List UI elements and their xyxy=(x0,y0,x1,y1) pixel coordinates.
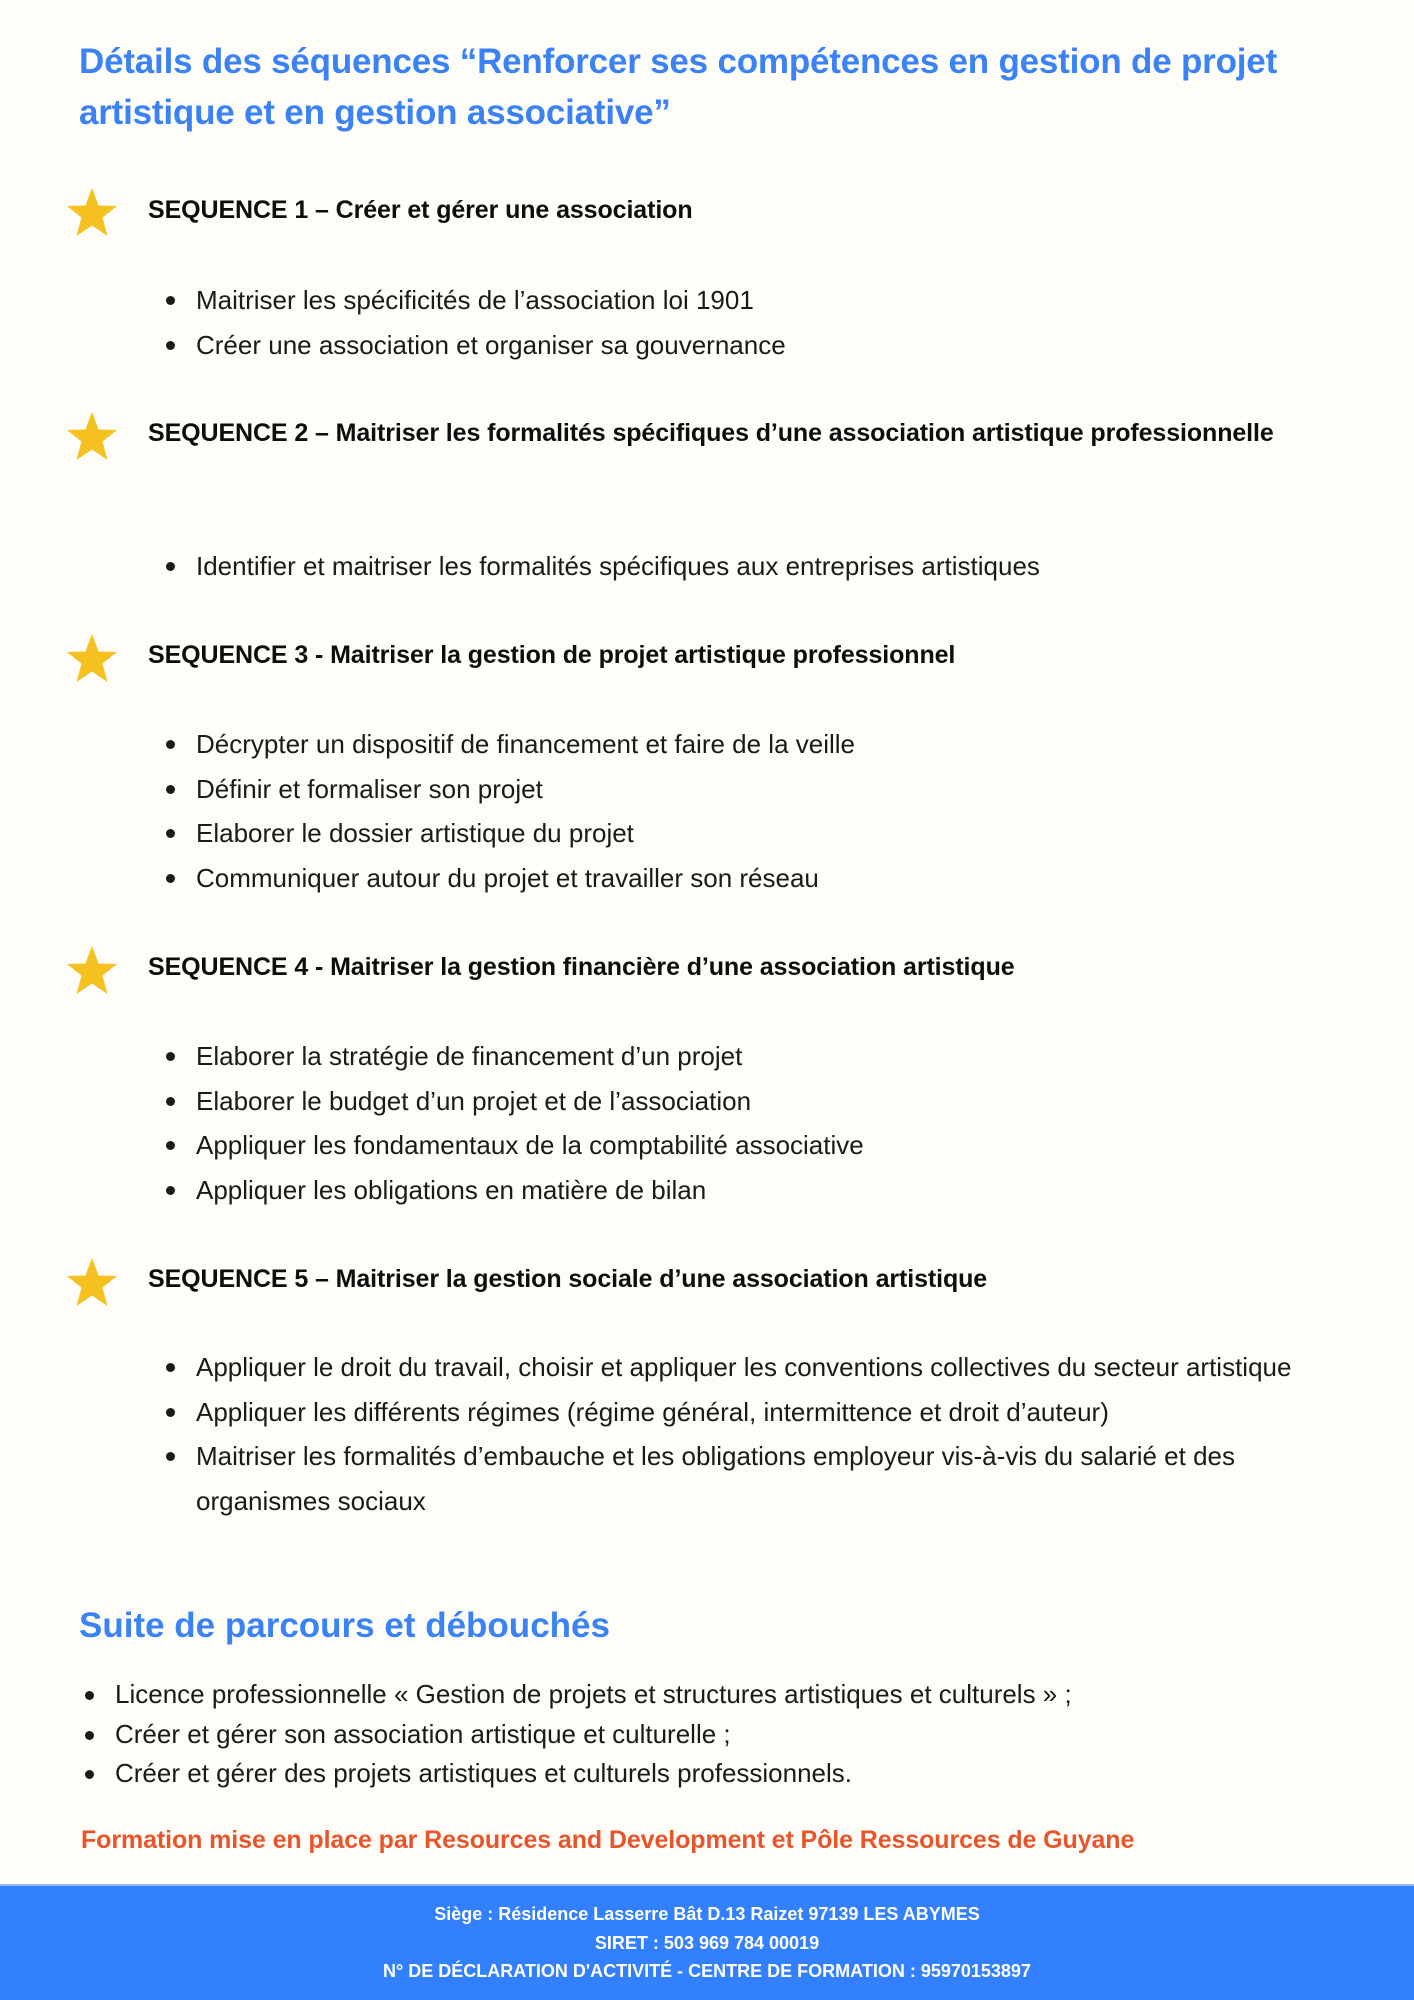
list-item: Créer et gérer son association artistique et culturelle ; xyxy=(80,1715,1360,1755)
section-title-suite: Suite de parcours et débouchés xyxy=(79,1606,610,1645)
list-item: Identifier et maitriser les formalités spécifiques aux entreprises artistiques xyxy=(160,544,1360,589)
credit-text: Formation mise en place par Resources and Development et Pôle Ressources de Guyane xyxy=(81,1826,1135,1854)
star-icon xyxy=(66,187,118,237)
list-item: Appliquer les fondamentaux de la comptabilité associative xyxy=(160,1123,1360,1168)
sequence-4-heading: SEQUENCE 4 - Maitriser la gestion financière d’une association artistique xyxy=(148,953,1015,981)
footer-declaration: N° DE DÉCLARATION D'ACTIVITÉ - CENTRE DE FORMATION : 95970153897 xyxy=(383,1961,1031,1981)
sequence-3-list xyxy=(160,722,1360,900)
list-item: Définir et formaliser son projet xyxy=(160,767,1360,812)
list-item: Communiquer autour du projet et travailler son réseau xyxy=(160,856,1360,901)
sequence-5-heading: SEQUENCE 5 – Maitriser la gestion sociale d’une association artistique xyxy=(148,1265,988,1293)
sequence-2-heading: SEQUENCE 2 – Maitriser les formalités spécifiques d’une association artistique professionnelle xyxy=(148,419,1274,447)
list-item: Elaborer la stratégie de financement d’un projet xyxy=(160,1034,1360,1079)
page-title: Détails des séquences “Renforcer ses compétences en gestion de projet artistique et en gestion associative” xyxy=(79,42,1278,132)
suite-list xyxy=(80,1675,1360,1794)
star-icon xyxy=(66,411,118,461)
star-icon xyxy=(66,945,118,995)
sequence-1-heading: SEQUENCE 1 – Créer et gérer une association xyxy=(148,196,693,224)
list-item: Appliquer le droit du travail, choisir et appliquer les conventions collectives du secteur artistique xyxy=(160,1345,1370,1390)
sequence-1-list xyxy=(160,278,1360,367)
footer-siret: SIRET : 503 969 784 00019 xyxy=(594,1932,820,1953)
list-item: Créer une association et organiser sa gouvernance xyxy=(160,323,1360,368)
list-item: Créer et gérer des projets artistiques et culturels professionnels. xyxy=(80,1754,1360,1794)
sequence-3-heading: SEQUENCE 3 - Maitriser la gestion de projet artistique professionnel xyxy=(148,641,956,669)
list-item: Elaborer le budget d’un projet et de l’association xyxy=(160,1079,1360,1124)
star-icon xyxy=(66,633,118,683)
list-item: Appliquer les obligations en matière de bilan xyxy=(160,1168,1360,1213)
list-item: Décrypter un dispositif de financement et faire de la veille xyxy=(160,722,1360,767)
list-item: Appliquer les différents régimes (régime général, intermittence et droit d’auteur) xyxy=(160,1390,1370,1435)
list-item: Maitriser les spécificités de l’association loi 1901 xyxy=(160,278,1360,323)
footer-address: Siège : Résidence Lasserre Bât D.13 Raizet 97139 LES ABYMES xyxy=(434,1904,980,1924)
star-icon xyxy=(66,1257,118,1307)
list-item: Maitriser les formalités d’embauche et les obligations employeur vis-à-vis du salarié et des organismes sociaux xyxy=(160,1434,1370,1523)
sequence-4-list xyxy=(160,1034,1360,1212)
sequence-5-list xyxy=(160,1345,1370,1523)
list-item: Licence professionnelle « Gestion de projets et structures artistiques et culturels » ; xyxy=(80,1675,1360,1715)
list-item: Elaborer le dossier artistique du projet xyxy=(160,811,1360,856)
footer xyxy=(0,1884,1414,2000)
sequence-2-list xyxy=(160,544,1360,589)
